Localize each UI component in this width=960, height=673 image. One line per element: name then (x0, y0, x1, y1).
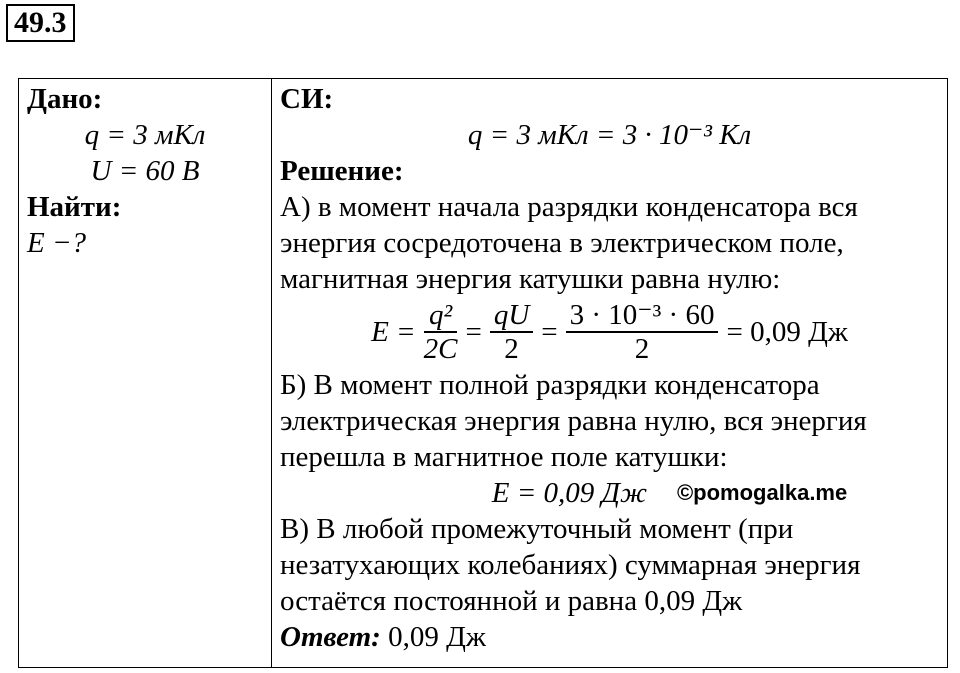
solution-table (18, 78, 948, 668)
answer-label: Ответ: (280, 621, 381, 653)
find-value: E −? (27, 227, 87, 259)
energy-formula (280, 299, 939, 365)
fraction-numeric (566, 299, 719, 365)
part-b-formula: E = 0,09 Дж (491, 477, 647, 509)
given-u: U = 60 В (90, 155, 200, 187)
given-q: q = 3 мКл (84, 119, 206, 151)
part-a-line2: энергия сосредоточена в электрическом поле, (280, 227, 844, 259)
problem-number: 49.3 (6, 4, 75, 42)
part-c-line2: незатухающих колебаниях) суммарная энергия (280, 549, 861, 581)
si-conversion: q = 3 мКл = 3 · 10⁻³ Кл (467, 119, 752, 151)
fraction-numerator: q² (424, 299, 458, 333)
equals-sign: = (465, 316, 482, 348)
given-column (19, 79, 272, 668)
given-heading: Дано: (27, 83, 103, 115)
part-c-line1: В) В любой промежуточный момент (при (280, 513, 794, 545)
si-heading: СИ: (280, 83, 334, 115)
part-b-line2: электрическая энергия равна нулю, вся энергия (280, 405, 867, 437)
fraction-q2-2c (424, 299, 458, 365)
part-b-formula-line (280, 475, 939, 511)
part-a-line3: магнитная энергия катушки равна нулю: (280, 263, 781, 295)
formula-result: = 0,09 Дж (726, 316, 848, 348)
find-heading: Найти: (27, 191, 122, 223)
part-b-line1: Б) В момент полной разрядки конденсатора (280, 369, 820, 401)
fraction-denominator: 2C (423, 333, 458, 365)
fraction-numerator: qU (490, 299, 533, 333)
fraction-denominator: 2 (634, 333, 650, 365)
part-b-line3: перешла в магнитное поле катушки: (280, 441, 728, 473)
si-solution-column (272, 79, 948, 668)
answer-value: 0,09 Дж (388, 621, 486, 653)
fraction-numerator: 3 · 10⁻³ · 60 (566, 299, 719, 333)
answer-line (280, 619, 939, 655)
equals-sign: = (541, 316, 558, 348)
formula-lhs: E = (371, 316, 416, 348)
fraction-denominator: 2 (504, 333, 519, 365)
solution-heading: Решение: (280, 155, 404, 187)
fraction-qu-2 (490, 299, 533, 365)
part-a-line1: А) в момент начала разрядки конденсатора вся (280, 191, 858, 223)
part-c-line3: остаётся постоянной и равна 0,09 Дж (280, 585, 743, 617)
watermark: ©pomogalka.me (676, 480, 848, 505)
